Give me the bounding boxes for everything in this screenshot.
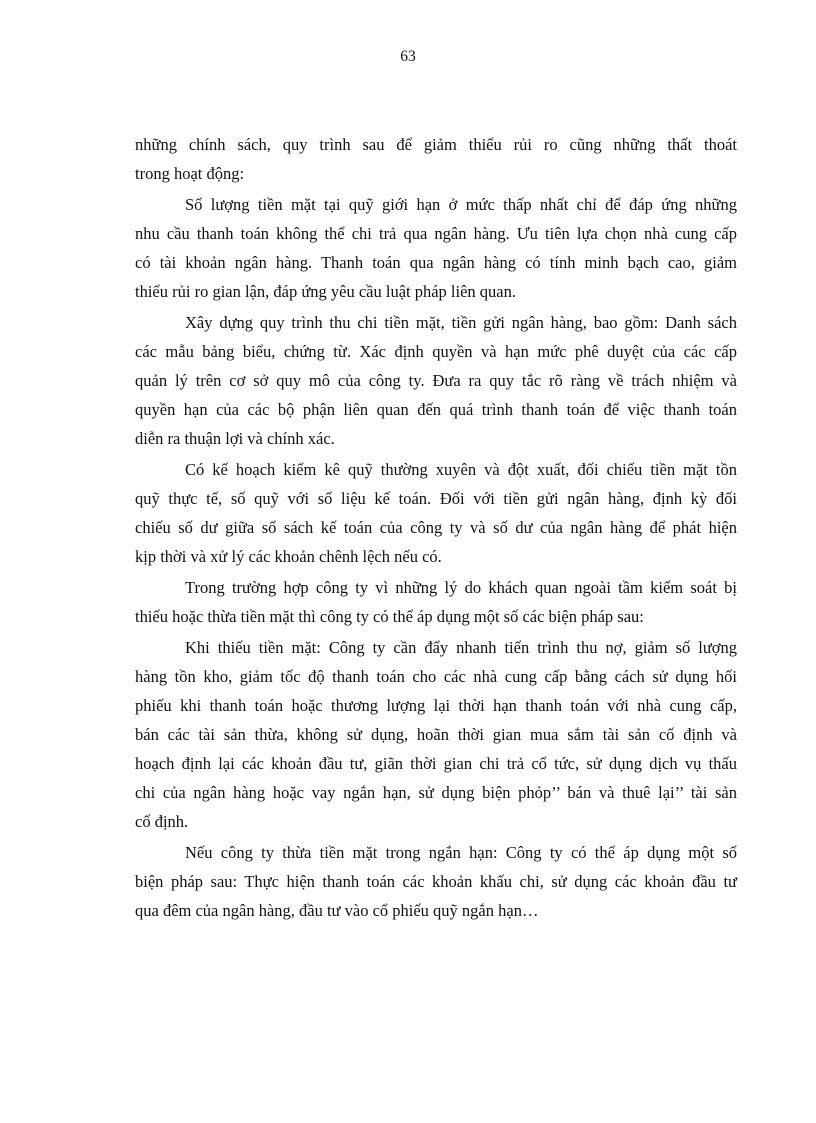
text-line: hàng tồn kho, giảm tốc độ thanh toán cho các nhà cung cấp bằng cách sử dụng hối — [135, 667, 737, 686]
document-body — [135, 130, 737, 925]
text-line: những chính sách, quy trình sau để giảm thiểu rủi ro cũng những thất thoát — [135, 135, 737, 154]
text-line: cố định. — [135, 812, 189, 831]
text-line: Xây dựng quy trình thu chi tiền mặt, tiền gửi ngân hàng, bao gồm: Danh sách — [185, 313, 737, 332]
text-line: chiếu số dư giữa sổ sách kế toán của công ty và số dư của ngân hàng để phát hiện — [135, 518, 737, 537]
text-line: Có kế hoạch kiểm kê quỹ thường xuyên và đột xuất, đối chiếu tiền mặt tồn — [185, 460, 737, 479]
paragraph — [135, 633, 737, 836]
text-line: chi của ngân hàng hoặc vay ngắn hạn, sử dụng biện phỏp’’ bán và thuê lại’’ tài sản — [135, 783, 737, 802]
paragraph — [135, 308, 737, 453]
text-line: các mẫu bảng biểu, chứng từ. Xác định quyền và hạn mức phê duyệt của các cấp — [135, 342, 737, 361]
paragraph — [135, 130, 737, 188]
paragraph — [135, 838, 737, 925]
text-line: nhu cầu thanh toán không thể chi trả qua ngân hàng. Ưu tiên lựa chọn nhà cung cấp — [135, 224, 737, 243]
paragraph — [135, 190, 737, 306]
text-line: qua đêm của ngân hàng, đầu tư vào cổ phiếu quỹ ngắn hạn… — [135, 901, 539, 920]
text-line: quản lý trên cơ sở quy mô của công ty. Đưa ra quy tắc rõ ràng về trách nhiệm và — [135, 371, 737, 390]
text-line: quỹ thực tế, số quỹ với số liệu kế toán. Đối với tiền gửi ngân hàng, định kỳ đối — [135, 489, 737, 508]
text-line: quyền hạn của các bộ phận liên quan đến quá trình thanh toán để việc thanh toán — [135, 400, 737, 419]
text-line: có tài khoản ngân hàng. Thanh toán qua ngân hàng có tính minh bạch cao, giảm — [135, 253, 737, 272]
text-line: kịp thời và xử lý các khoản chênh lệch nếu có. — [135, 547, 442, 566]
text-line: diễn ra thuận lợi và chính xác. — [135, 429, 335, 448]
paragraph — [135, 455, 737, 571]
text-line: hoạch định lại các khoản đầu tư, giãn thời gian chi trả cổ tức, sử dụng dịch vụ thấu — [135, 754, 737, 773]
text-line: trong hoạt động: — [135, 164, 245, 183]
text-line: Trong trường hợp công ty vì những lý do khách quan ngoài tầm kiểm soát bị — [185, 578, 737, 597]
text-line: Nếu công ty thừa tiền mặt trong ngắn hạn: Công ty có thể áp dụng một số — [185, 843, 737, 862]
text-line: bán các tài sản thừa, không sử dụng, hoãn thời gian mua sắm tài sản cố định và — [135, 725, 737, 744]
paragraph — [135, 573, 737, 631]
text-line: Khi thiếu tiền mặt: Công ty cần đẩy nhanh tiến trình thu nợ, giảm số lượng — [185, 638, 737, 657]
text-line: phiếu khi thanh toán hoặc thương lượng lại thời hạn thanh toán với nhà cung cấp, — [135, 696, 737, 715]
text-line: biện pháp sau: Thực hiện thanh toán các khoản khấu chi, sử dụng các khoản đầu tư — [135, 872, 737, 891]
text-line: thiểu rủi ro gian lận, đáp ứng yêu cầu luật pháp liên quan. — [135, 282, 516, 301]
text-line: thiếu hoặc thừa tiền mặt thì công ty có thể áp dụng một số các biện pháp sau: — [135, 607, 644, 626]
text-line: Số lượng tiền mặt tại quỹ giới hạn ở mức thấp nhất chỉ để đáp ứng những — [185, 195, 737, 214]
page-number: 63 — [400, 48, 416, 65]
